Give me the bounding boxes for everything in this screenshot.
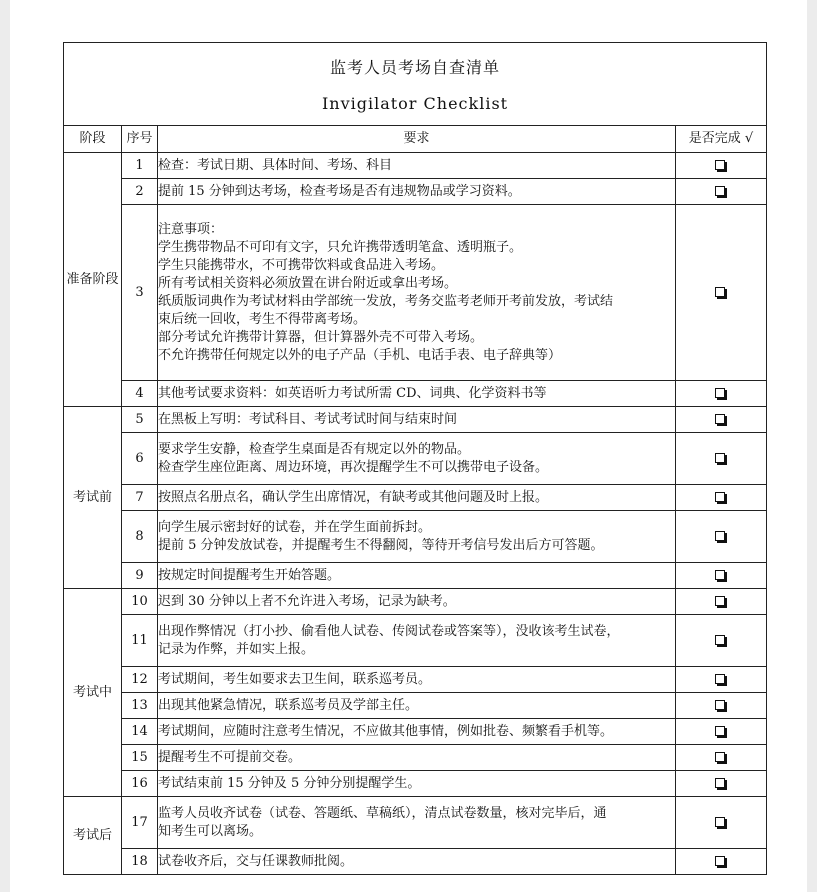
requirement-line: 学生携带物品不可印有文字，只允许携带透明笔盒、透明瓶子。	[158, 239, 523, 255]
requirement-line: 提醒考生不可提前交卷。	[158, 749, 302, 765]
checkbox-icon[interactable]	[715, 388, 725, 398]
checklist-row	[64, 589, 767, 615]
item-requirement	[158, 693, 676, 719]
checkbox-icon[interactable]	[715, 856, 725, 866]
done-cell[interactable]	[676, 205, 767, 381]
requirement-line: 考试期间，应随时注意考生情况，不应做其他事情，例如批卷、频繁看手机等。	[158, 723, 614, 739]
document-page	[10, 0, 807, 892]
header-stage: 阶段	[64, 126, 122, 153]
title-english: Invigilator Checklist	[321, 94, 509, 113]
requirement-line: 注意事项：	[158, 221, 224, 237]
item-requirement	[158, 771, 676, 797]
requirement-line: 试卷收齐后，交与任课教师批阅。	[158, 853, 354, 869]
done-cell[interactable]	[676, 179, 767, 205]
checklist-row	[64, 563, 767, 589]
done-cell[interactable]	[676, 433, 767, 485]
done-cell[interactable]	[676, 511, 767, 563]
checkbox-icon[interactable]	[715, 596, 725, 606]
stage-label: 考试中	[64, 589, 122, 797]
requirement-line: 在黑板上写明：考试科目、考试考试时间与结束时间	[158, 411, 458, 427]
done-cell[interactable]	[676, 849, 767, 875]
item-number: 2	[122, 179, 158, 205]
requirement-line: 迟到 30 分钟以上者不允许进入考场，记录为缺考。	[158, 593, 456, 609]
done-cell[interactable]	[676, 589, 767, 615]
item-number: 14	[122, 719, 158, 745]
item-number: 13	[122, 693, 158, 719]
checklist-row	[64, 771, 767, 797]
done-cell[interactable]	[676, 381, 767, 407]
requirement-line: 提前 5 分钟发放试卷，并提醒考生不得翻阅，等待开考信号发出后方可答题。	[158, 537, 604, 553]
checklist-row	[64, 693, 767, 719]
checkbox-icon[interactable]	[715, 752, 725, 762]
requirement-line: 纸质版词典作为考试材料由学部统一发放，考务交监考老师开考前发放，考试结	[158, 293, 614, 309]
checkbox-icon[interactable]	[715, 414, 725, 424]
item-requirement	[158, 485, 676, 511]
done-cell[interactable]	[676, 797, 767, 849]
item-number: 5	[122, 407, 158, 433]
checkbox-icon[interactable]	[715, 817, 725, 827]
item-requirement	[158, 589, 676, 615]
requirement-line: 不允许携带任何规定以外的电子产品（手机、电话手表、电子辞典等）	[158, 347, 562, 363]
stage-label: 考试前	[64, 407, 122, 589]
header-row	[64, 126, 767, 153]
checkbox-icon[interactable]	[715, 531, 725, 541]
item-number: 18	[122, 849, 158, 875]
requirement-line: 监考人员收齐试卷（试卷、答题纸、草稿纸），清点试卷数量，核对完毕后，通	[158, 805, 607, 821]
checklist-row	[64, 433, 767, 485]
item-requirement	[158, 153, 676, 179]
item-number: 7	[122, 485, 158, 511]
checklist-row	[64, 153, 767, 179]
requirement-line: 提前 15 分钟到达考场，检查考场是否有违规物品或学习资料。	[158, 183, 521, 199]
requirement-line: 向学生展示密封好的试卷，并在学生面前拆封。	[158, 519, 432, 535]
done-cell[interactable]	[676, 771, 767, 797]
done-cell[interactable]	[676, 407, 767, 433]
checkbox-icon[interactable]	[715, 492, 725, 502]
checklist-row	[64, 667, 767, 693]
item-requirement	[158, 849, 676, 875]
item-requirement	[158, 745, 676, 771]
checklist-row	[64, 485, 767, 511]
item-number: 6	[122, 433, 158, 485]
checklist-row	[64, 205, 767, 381]
item-requirement	[158, 407, 676, 433]
item-number: 11	[122, 615, 158, 667]
item-number: 17	[122, 797, 158, 849]
item-requirement	[158, 563, 676, 589]
checkbox-icon[interactable]	[715, 674, 725, 684]
requirement-line: 学生只能携带水，不可携带饮料或食品进入考场。	[158, 257, 445, 273]
item-requirement	[158, 667, 676, 693]
checkbox-icon[interactable]	[715, 635, 725, 645]
checklist-row	[64, 407, 767, 433]
item-number: 8	[122, 511, 158, 563]
requirement-line: 按规定时间提醒考生开始答题。	[158, 567, 341, 583]
checklist-row	[64, 745, 767, 771]
checkbox-icon[interactable]	[715, 726, 725, 736]
item-number: 12	[122, 667, 158, 693]
requirement-line: 束后统一回收，考生不得带离考场。	[158, 311, 367, 327]
item-number: 15	[122, 745, 158, 771]
requirement-line: 其他考试要求资料：如英语听力考试所需 CD、词典、化学资料书等	[158, 385, 547, 401]
item-requirement	[158, 615, 676, 667]
checklist-table	[63, 42, 767, 875]
item-number: 1	[122, 153, 158, 179]
item-requirement	[158, 797, 676, 849]
item-requirement	[158, 433, 676, 485]
checklist-row	[64, 615, 767, 667]
requirement-line: 所有考试相关资料必须放置在讲台附近或拿出考场。	[158, 275, 458, 291]
checkbox-icon[interactable]	[715, 160, 725, 170]
header-requirement: 要求	[158, 126, 676, 153]
header-number: 序号	[122, 126, 158, 153]
checklist-row	[64, 511, 767, 563]
done-cell[interactable]	[676, 485, 767, 511]
item-number: 16	[122, 771, 158, 797]
item-requirement	[158, 511, 676, 563]
item-number: 10	[122, 589, 158, 615]
item-requirement	[158, 179, 676, 205]
requirement-line: 记录为作弊，并如实上报。	[158, 641, 315, 657]
requirement-line: 知考生可以离场。	[158, 823, 263, 839]
requirement-line: 出现作弊情况（打小抄、偷看他人试卷、传阅试卷或答案等），没收该考生试卷，	[158, 623, 620, 639]
checkbox-icon[interactable]	[715, 700, 725, 710]
checklist-row	[64, 797, 767, 849]
header-done: 是否完成 √	[676, 126, 767, 153]
checklist-row	[64, 381, 767, 407]
item-number: 3	[122, 205, 158, 381]
item-number: 9	[122, 563, 158, 589]
requirement-line: 考试期间，考生如要求去卫生间，联系巡考员。	[158, 671, 432, 687]
checkbox-icon[interactable]	[715, 186, 725, 196]
checklist-row	[64, 179, 767, 205]
checkbox-icon[interactable]	[715, 778, 725, 788]
requirement-line: 按照点名册点名，确认学生出席情况，有缺考或其他问题及时上报。	[158, 489, 549, 505]
title-chinese: 监考人员考场自查清单	[330, 58, 501, 77]
done-cell[interactable]	[676, 719, 767, 745]
item-number: 4	[122, 381, 158, 407]
done-cell[interactable]	[676, 153, 767, 179]
requirement-line: 检查学生座位距离、周边环境，再次提醒学生不可以携带电子设备。	[158, 459, 549, 475]
requirement-line: 检查：考试日期、具体时间、考场、科目	[158, 157, 393, 173]
checklist-row	[64, 719, 767, 745]
requirement-line: 出现其他紧急情况，联系巡考员及学部主任。	[158, 697, 419, 713]
title-cell	[64, 43, 767, 126]
done-cell[interactable]	[676, 693, 767, 719]
checkbox-icon[interactable]	[715, 287, 725, 297]
stage-label: 准备阶段	[64, 153, 122, 407]
done-cell[interactable]	[676, 667, 767, 693]
checkbox-icon[interactable]	[715, 453, 725, 463]
stage-label: 考试后	[64, 797, 122, 875]
done-cell[interactable]	[676, 563, 767, 589]
item-requirement	[158, 719, 676, 745]
item-requirement	[158, 205, 676, 381]
requirement-line: 部分考试允许携带计算器，但计算器外壳不可带入考场。	[158, 329, 484, 345]
requirement-line: 要求学生安静，检查学生桌面是否有规定以外的物品。	[158, 441, 471, 457]
done-cell[interactable]	[676, 745, 767, 771]
checkbox-icon[interactable]	[715, 570, 725, 580]
done-cell[interactable]	[676, 615, 767, 667]
item-requirement	[158, 381, 676, 407]
checklist-row	[64, 849, 767, 875]
requirement-line: 考试结束前 15 分钟及 5 分钟分别提醒学生。	[158, 775, 421, 791]
